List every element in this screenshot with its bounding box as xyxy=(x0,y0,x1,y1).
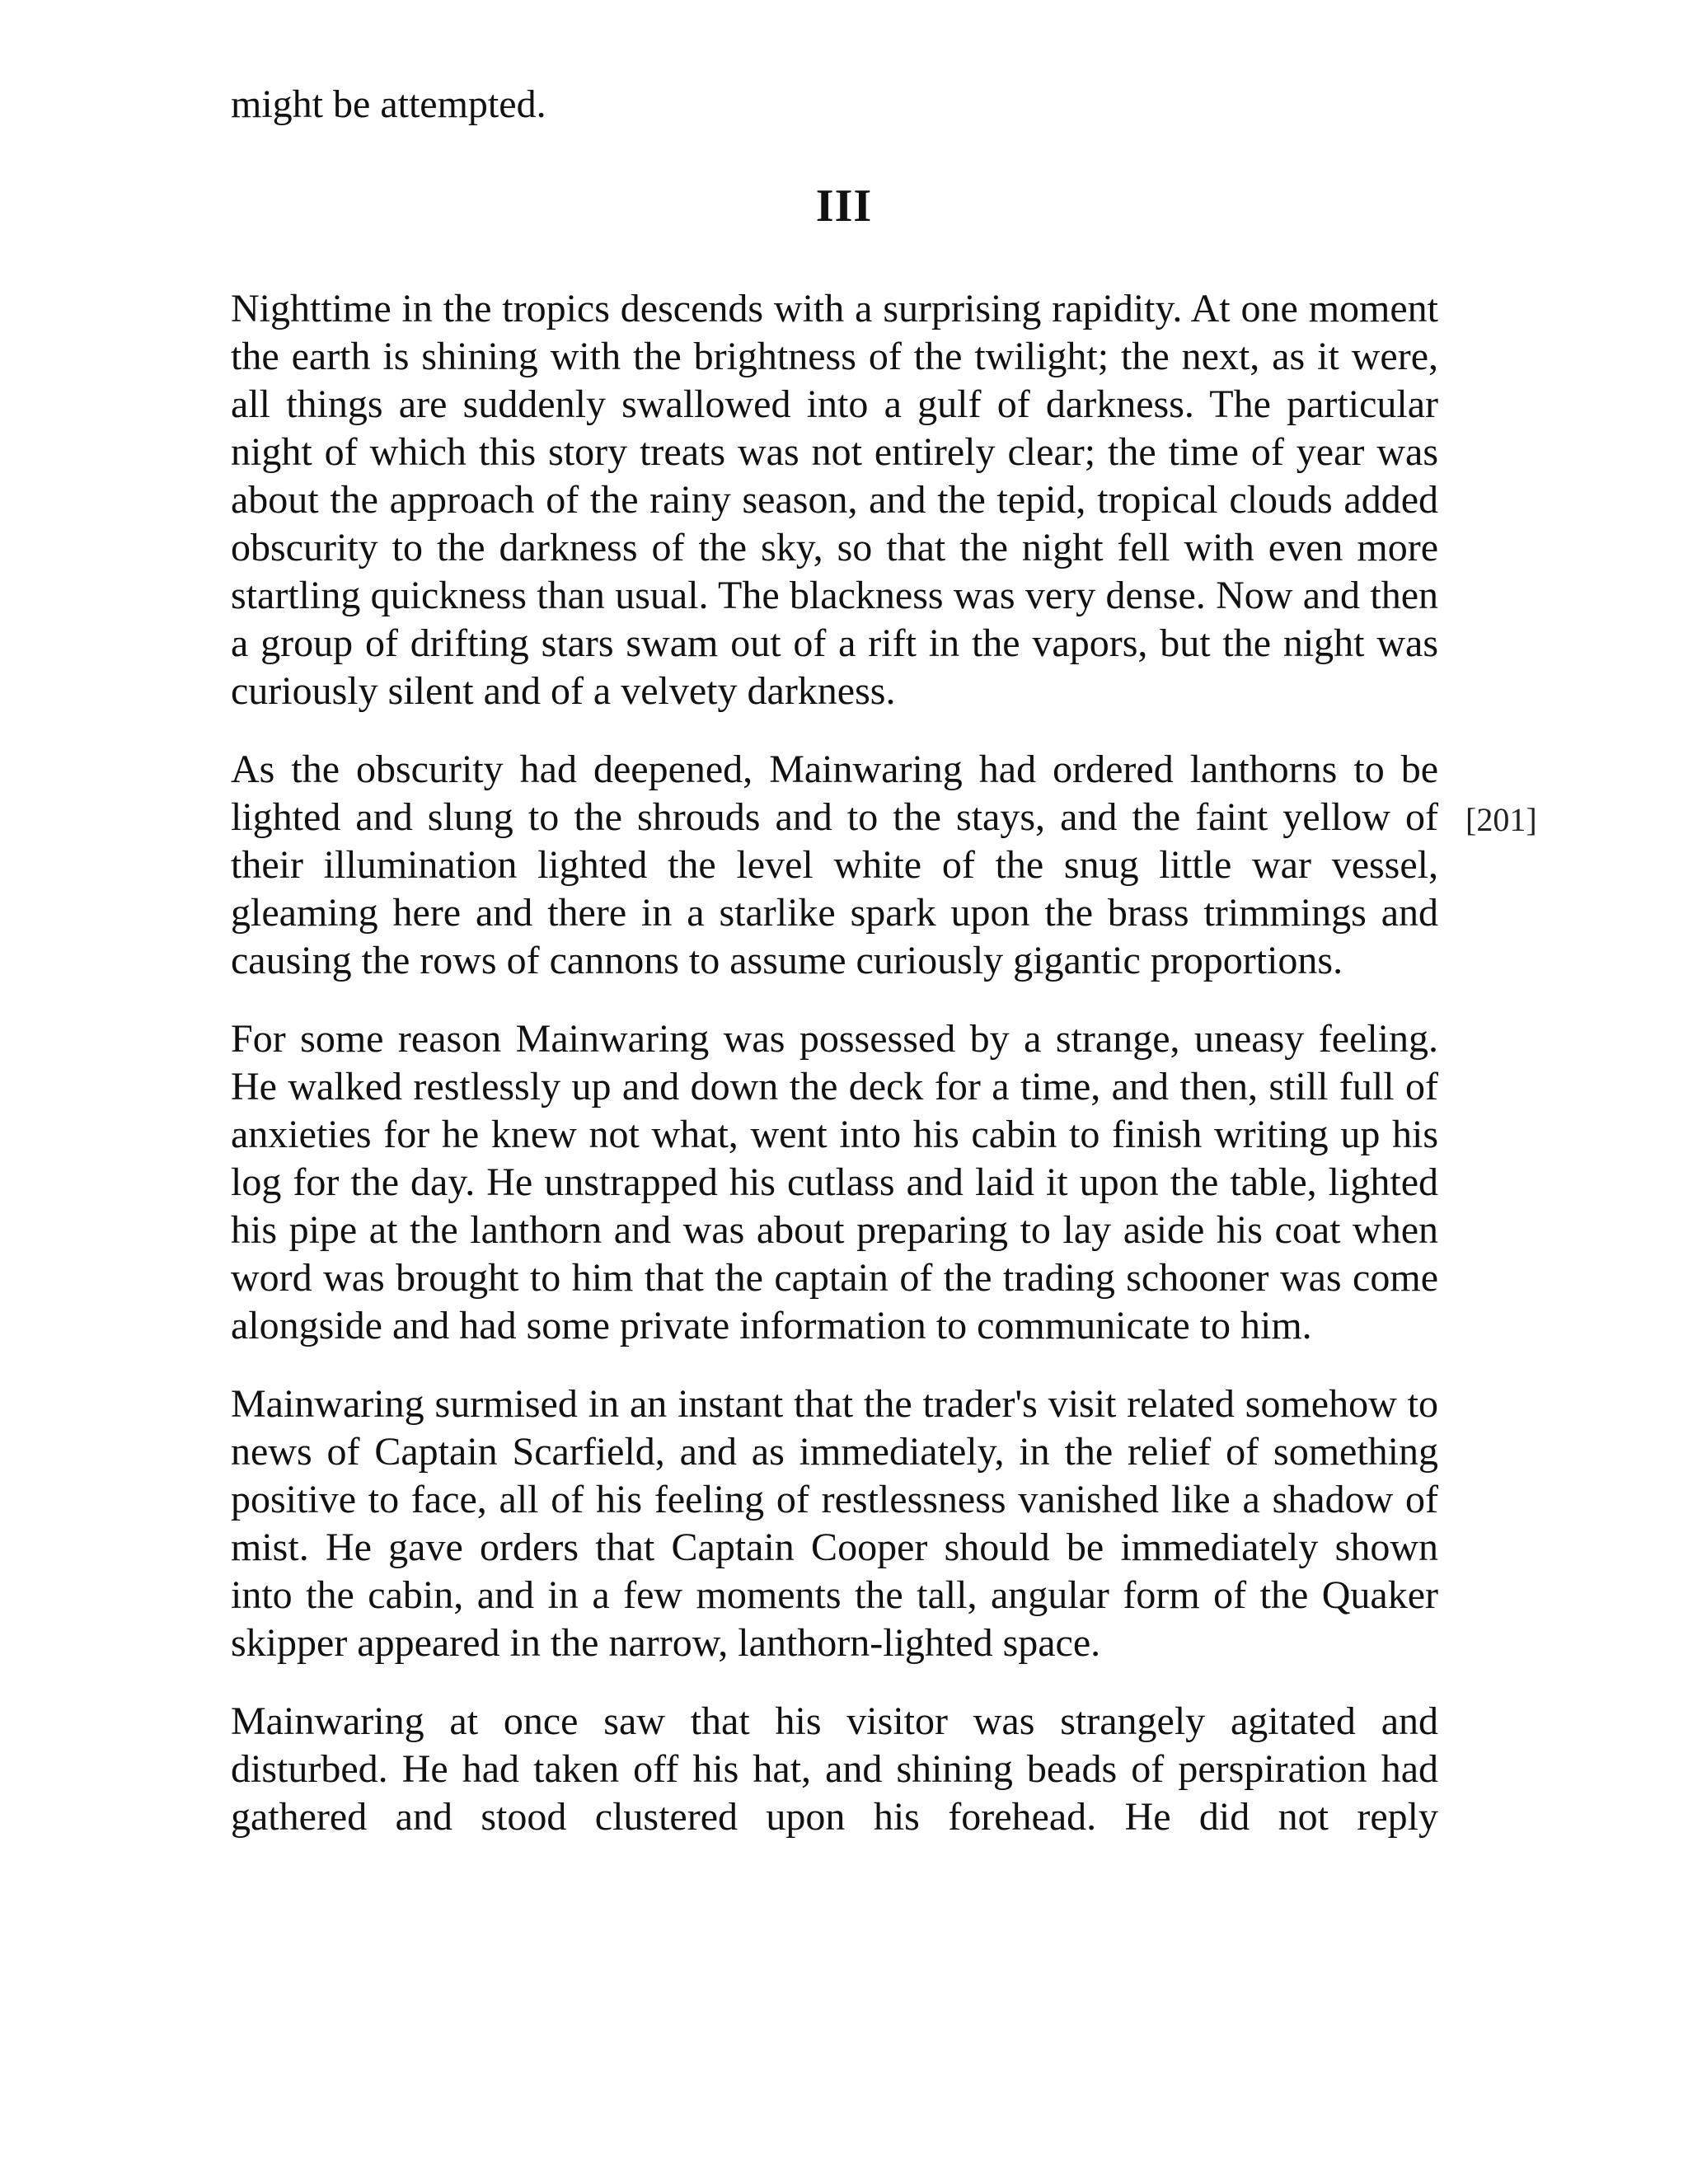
paragraph-3: For some reason Mainwaring was possessed by a strange, uneasy feeling. He walked restlessly up and down the deck for a time, and then, still full of anxieties for he knew not what, went into his cabin to finish writing up his log for the day. He unstrapped his cutlass and laid it upon the table, lighted his pipe at the lanthorn and was about preparing to lay aside his coat when word was brought to him that the captain of the trading schooner was come alongside and had some private information to communicate to him. xyxy=(231,1017,1438,1347)
chapter-heading: III xyxy=(815,180,873,232)
paragraph-5: Mainwaring at once saw that his visitor was strangely agitated and disturbed. He had taken off his hat, and shining beads of perspiration had gathered and stood clustered upon his forehead. He did not reply xyxy=(231,1699,1438,1839)
paragraph-1: Nighttime in the tropics descends with a surprising rapidity. At one moment the earth is shining with the brightness of the twilight; the next, as it were, all things are suddenly swallowed into a gulf of darkness. The particular night of which this story treats was not entirely clear; the time of year was about the approach of the rainy season, and the tepid, tropical clouds added obscurity to the darkness of the sky, so that the night fell with even more startling quickness than usual. The blackness was very dense. Now and then a group of drifting stars swam out of a rift in the vapors, but the night was curiously silent and of a velvety darkness. xyxy=(231,287,1438,713)
continued-text-line: might be attempted. xyxy=(231,82,546,126)
page-number-marker: [201] xyxy=(1465,801,1537,838)
paragraph-4: Mainwaring surmised in an instant that the trader's visit related somehow to news of Captain Scarfield, and as immediately, in the relief of something positive to face, all of his feeling of restlessness vanished like a shadow of mist. He gave orders that Captain Cooper should be immediately shown into the cabin, and in a few moments the tall, angular form of the Quaker skipper appeared in the narrow, lanthorn-lighted space. xyxy=(231,1382,1438,1665)
paragraph-2: As the obscurity had deepened, Mainwaring had ordered lanthorns to be lighted and slung to the shrouds and to the stays, and the faint yellow of their illumination lighted the level white of the snug little war vessel, gleaming here and there in a starlike spark upon the brass trimmings and causing the rows of cannons to assume curiously gigantic proportions. xyxy=(231,748,1438,982)
chapter-body xyxy=(231,285,1438,1872)
